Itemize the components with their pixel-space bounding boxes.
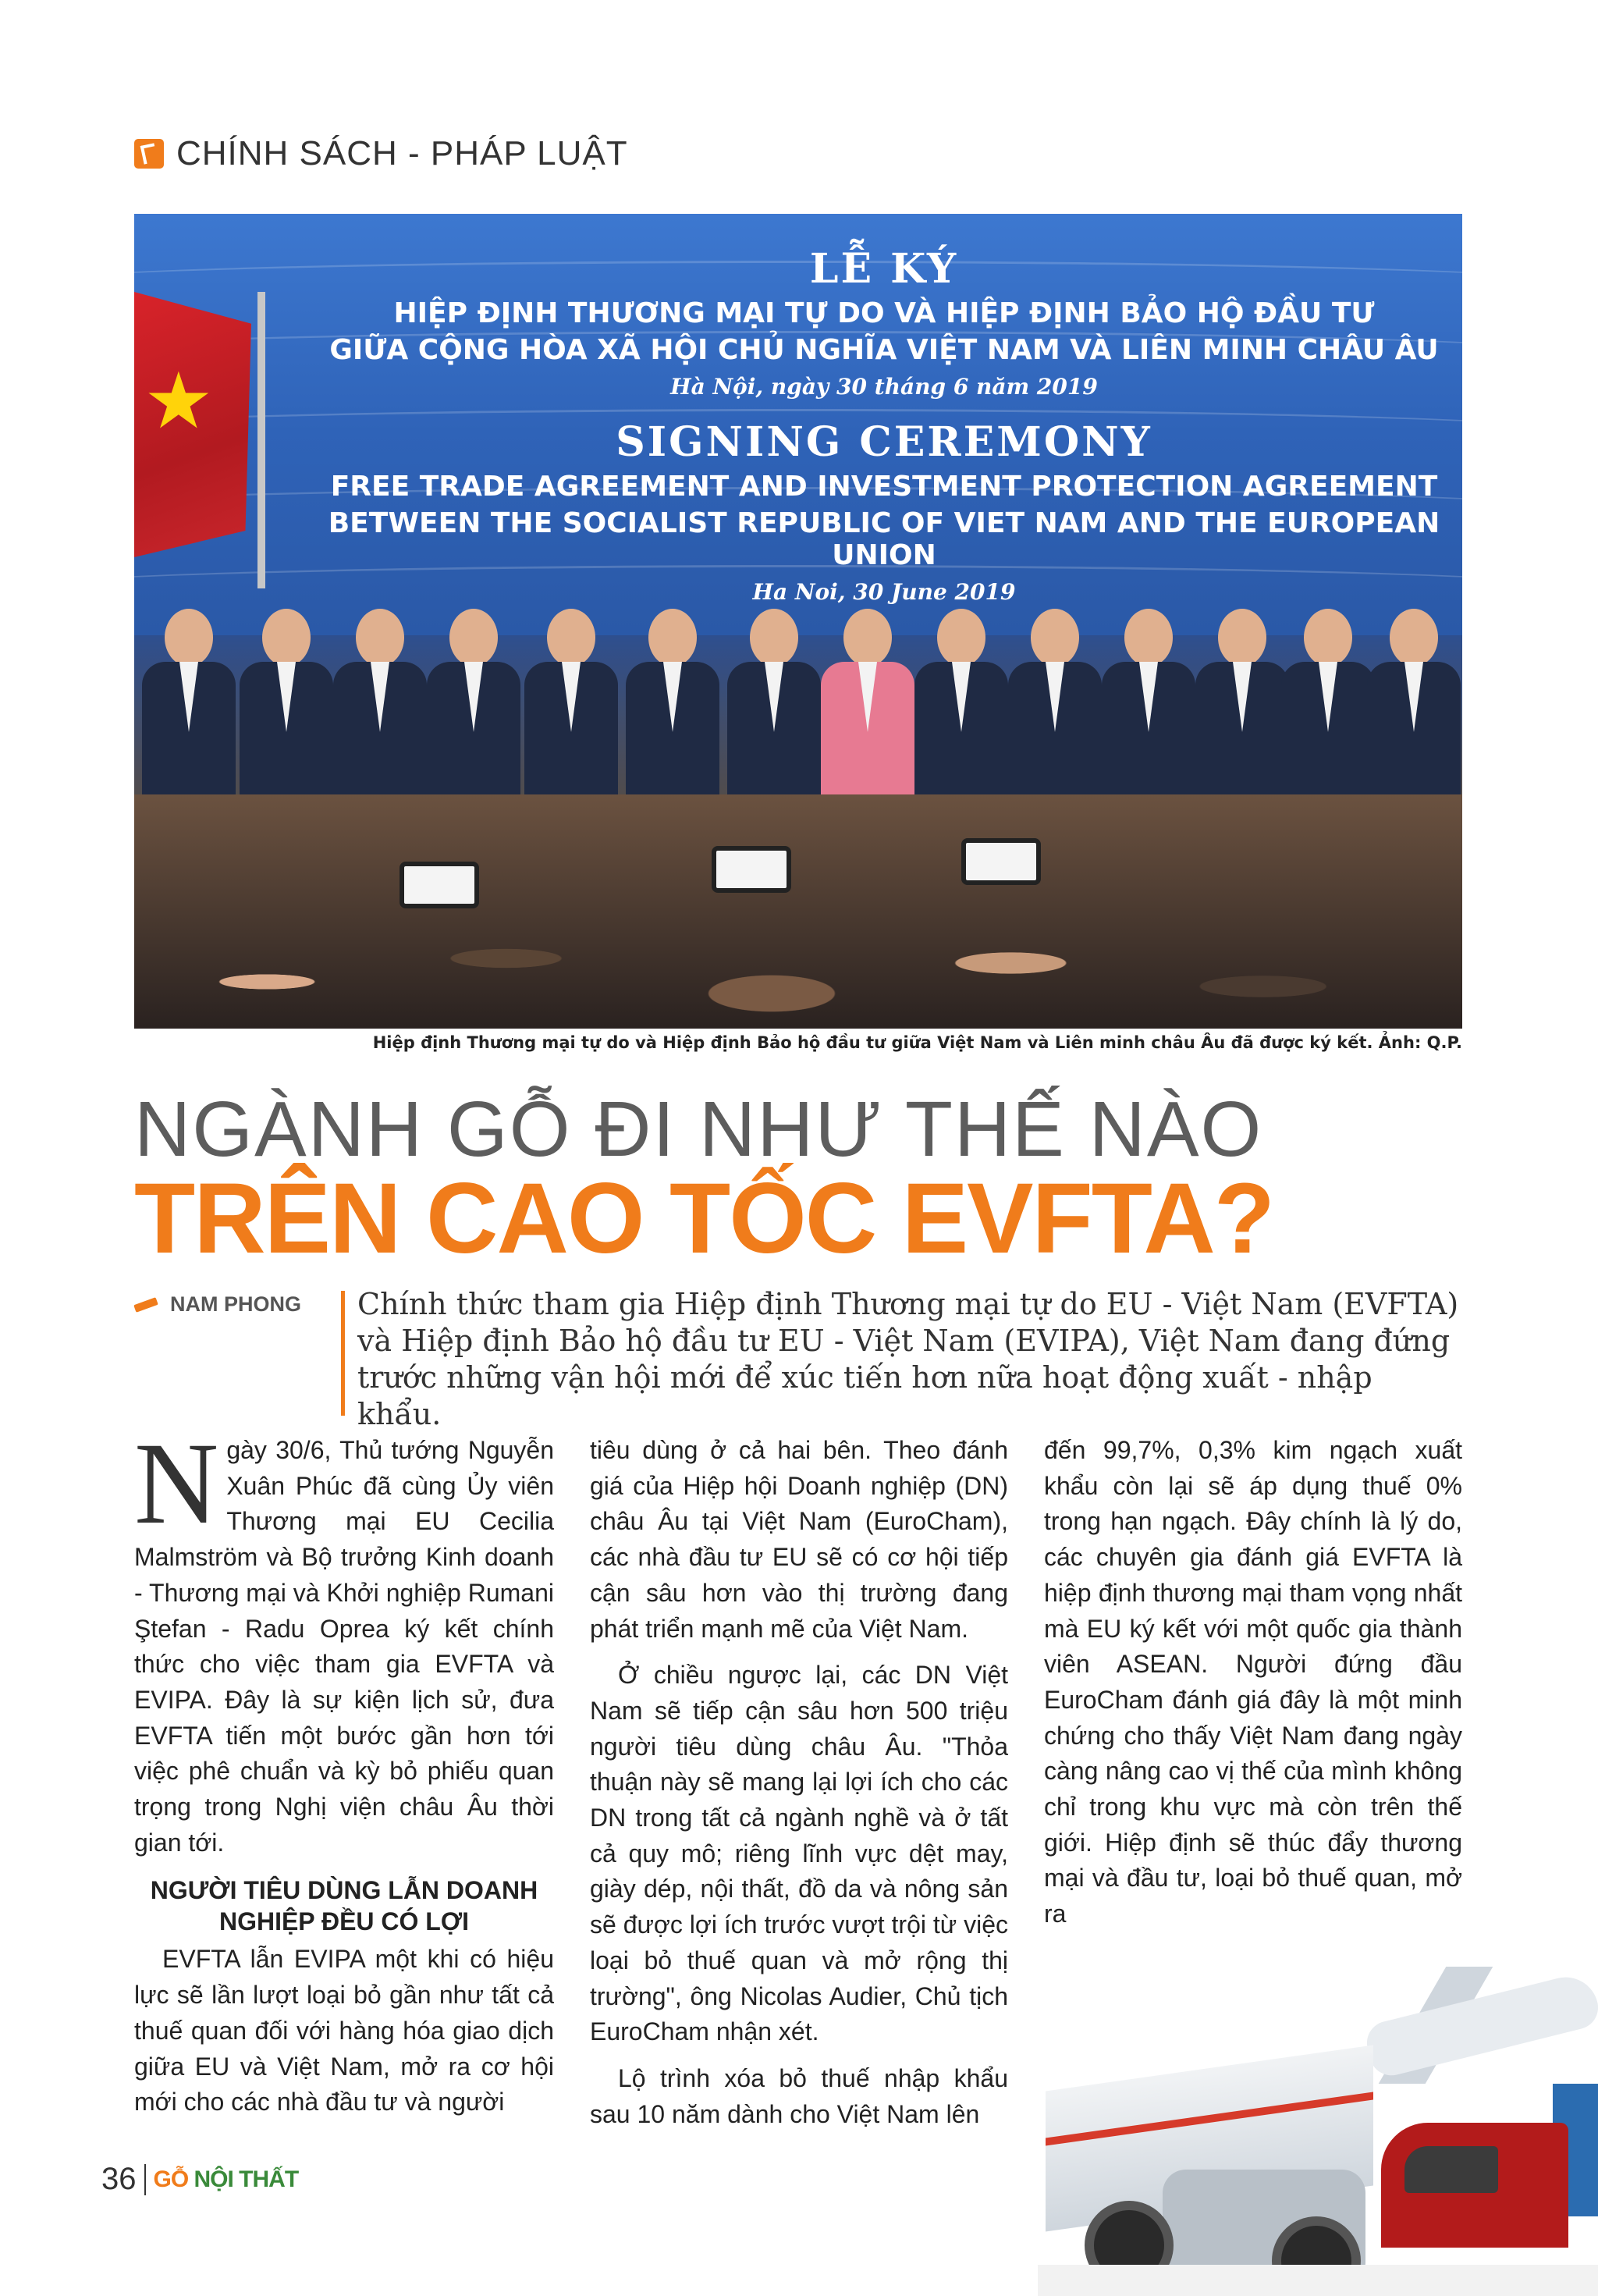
- section-logo-icon: [134, 139, 164, 169]
- delegate: [914, 609, 1008, 818]
- banner-line1-en: FREE TRADE AGREEMENT AND INVESTMENT PROTECTION AGREEMENT: [330, 471, 1438, 503]
- paragraph: đến 99,7%, 0,3% kim ngạch xuất khẩu còn lại sẽ áp dụng thuế 0% trong hạn ngạch. Đây chính là lý do, các chuyên gia đánh giá EVFTA là hiệp định thương mại tham vọng nhất mà EU ký kết với một quốc gia thành viên ASEAN. Người đứng đầu EuroCham đánh giá đây là một minh chứng cho thấy Việt Nam đang ngày càng nâng cao vị thế của mình không chỉ trong khu vực mà còn trên thế giới. Hiệp định sẽ thúc đẩy thương mại và đầu tư, loại bỏ thuế quan, mở ra: [1044, 1436, 1462, 1928]
- logo-part-1: GỖ: [153, 2166, 189, 2192]
- headline-line-1: NGÀNH GỖ ĐI NHƯ THẾ NÀO: [134, 1086, 1263, 1173]
- paragraph: Lộ trình xóa bỏ thuế nhập khẩu sau 10 năm dành cho Việt Nam lên: [590, 2063, 1008, 2128]
- banner-line1-vi: HIỆP ĐỊNH THƯƠNG MẠI TỰ DO VÀ HIỆP ĐỊNH BẢO HỘ ĐẦU TƯ: [393, 297, 1375, 329]
- paragraph: gày 30/6, Thủ tướng Nguyễn Xuân Phúc đã cùng Ủy viên Thương mại EU Cecilia Malmström và Bộ trưởng Kinh doanh - Thương mại và Khởi nghiệp Rumani Ştefan - Radu Oprea ký kết chính thức cho việc tham gia EVFTA và EVIPA. Đây là sự kiện lịch sử, đưa EVFTA tiến một bước gần hơn tới việc phê chuẩn và kỳ bỏ phiếu quan trọng trong Nghị viện châu Âu thời gian tới.: [134, 1436, 554, 1857]
- subheading: NGƯỜI TIÊU DÙNG LẪN DOANH NGHIỆP ĐỀU CÓ LỢI: [150, 1876, 538, 1936]
- paragraph: EVFTA lẫn EVIPA một khi có hiệu lực sẽ lần lượt loại bỏ gần như tất cả thuế quan đối với hàng hóa giao dịch giữa EU và Việt Nam, mở ra cơ hội mới cho các nhà đầu tư và người: [134, 1945, 554, 2117]
- magazine-logo: [154, 2166, 299, 2193]
- ground: [1038, 2265, 1598, 2296]
- byline: [134, 1292, 301, 1317]
- banner-date-vi: Hà Nội, ngày 30 tháng 6 năm 2019: [670, 374, 1098, 400]
- photo-caption: Hiệp định Thương mại tự do và Hiệp định Bảo hộ đầu tư giữa Việt Nam và Liên minh châu Âu đã được ký kết. Ảnh: Q.P.: [372, 1033, 1462, 1052]
- banner-date-en: Ha Noi, 30 June 2019: [752, 579, 1016, 605]
- body-column-3: [1044, 1433, 1462, 1932]
- page-footer: [101, 2162, 298, 2197]
- section-title: CHÍNH SÁCH - PHÁP LUẬT: [176, 134, 628, 172]
- page-number: 36: [101, 2162, 137, 2196]
- banner-line2-en: BETWEEN THE SOCIALIST REPUBLIC OF VIET NAM AND THE EUROPEAN UNION: [328, 507, 1440, 571]
- headline-line-2: TRÊN CAO TỐC EVFTA?: [134, 1163, 1273, 1274]
- delegate: [1367, 609, 1461, 818]
- flag-pole: [257, 292, 265, 588]
- delegate: [1195, 609, 1289, 818]
- pen-icon: [134, 1295, 162, 1315]
- lede-paragraph: Chính thức tham gia Hiệp định Thương mại tự do EU - Việt Nam (EVFTA) và Hiệp định Bảo hộ đầu tư EU - Việt Nam (EVIPA), Việt Nam đang đứng trước những vận hội mới để xúc tiến hơn nữa hoạt động xuất - nhập khẩu.: [357, 1287, 1459, 1431]
- delegate: [142, 609, 236, 818]
- delegate: [1008, 609, 1102, 818]
- delegate: [821, 609, 914, 818]
- logo-part-2: NỘI THẤT: [194, 2166, 299, 2192]
- delegate: [626, 609, 719, 818]
- footer-divider: [144, 2164, 146, 2195]
- delegate: [333, 609, 427, 818]
- delegate: [1102, 609, 1195, 818]
- banner-title-vi: LỄ KÝ: [809, 245, 959, 293]
- banner-title-en: SIGNING CEREMONY: [616, 418, 1152, 466]
- ceremony-photo: [134, 214, 1462, 1029]
- drop-cap: N: [134, 1419, 219, 1548]
- transport-illustration: [1038, 1967, 1598, 2296]
- banner-text: [321, 245, 1447, 605]
- phone-camera: [400, 862, 479, 908]
- lede-accent-bar: [341, 1291, 345, 1416]
- audience: [134, 794, 1462, 1029]
- flag-star-icon: ★: [144, 355, 214, 446]
- delegate: [1281, 609, 1375, 818]
- delegate: [427, 609, 520, 818]
- body-column-2: [590, 1433, 1008, 2132]
- phone-camera: [712, 846, 791, 893]
- banner-line2-vi: GIỮA CỘNG HÒA XÃ HỘI CHỦ NGHĨA VIỆT NAM VÀ LIÊN MINH CHÂU ÂU: [329, 334, 1439, 366]
- paragraph: tiêu dùng ở cả hai bên. Theo đánh giá của Hiệp hội Doanh nghiệp (DN) châu Âu tại Việt Nam (EuroCham), các nhà đầu tư EU sẽ có cơ hội tiếp cận sâu hơn vào thị trường đang phát triển mạnh mẽ của Việt Nam.: [590, 1436, 1008, 1643]
- body-column-1: [134, 1419, 554, 2120]
- delegate: [524, 609, 618, 818]
- section-header: [134, 133, 628, 175]
- delegate: [240, 609, 333, 818]
- paragraph: Ở chiều ngược lại, các DN Việt Nam sẽ tiếp cận sâu hơn 500 triệu người tiêu dùng châu Âu. "Thỏa thuận này sẽ mang lại lợi ích cho các DN trong tất cả ngành nghề và ở tất cả quy mô; riêng lĩnh vực dệt may, giày dép, nội thất, đồ da và nông sản sẽ được lợi ích trước vượt trội từ việc loại bỏ thuế quan và mở rộng thị trường", ông Nicolas Audier, Chủ tịch EuroCham nhận xét.: [590, 1661, 1008, 2046]
- delegate: [727, 609, 821, 818]
- phone-camera: [961, 838, 1041, 885]
- author-name: NAM PHONG: [170, 1292, 301, 1316]
- train-window: [1404, 2146, 1498, 2193]
